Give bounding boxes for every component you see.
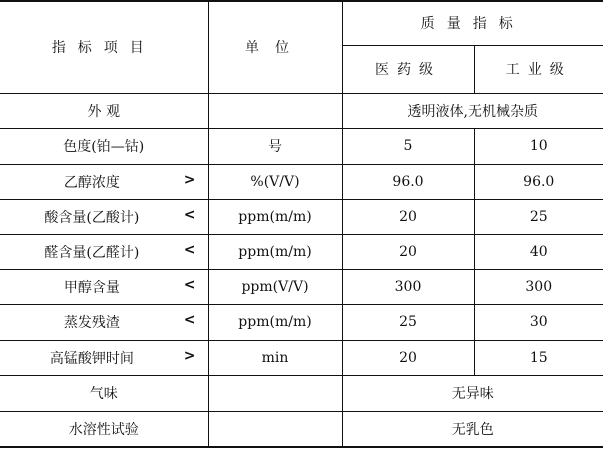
table-row [0,375,603,411]
row-item-name: 甲醇含量 [63,279,120,296]
row-industrial-value: 15 [474,340,603,375]
row-unit: ppm(m/m) [208,304,342,340]
row-item-name: 气味 [89,386,118,402]
row-pharma-value: 20 [342,199,474,234]
header-item: 指标项目 [0,1,208,93]
header-unit: 单位 [208,1,342,93]
row-merged-value: 无乳色 [342,411,603,447]
row-pharma-value: 20 [342,234,474,269]
row-item-name: 酸含量(乙酸计) [44,209,140,226]
table-row [0,164,603,199]
row-item [0,164,208,199]
row-unit: ppm(m/m) [208,199,342,234]
row-industrial-value: 96.0 [474,164,603,199]
row-item [0,340,208,375]
row-unit: %(V/V) [208,164,342,199]
row-unit [208,375,342,411]
table-row [0,269,603,304]
row-item-name: 外 观 [87,103,120,120]
table-row [0,411,603,447]
row-pharma-value: 25 [342,304,474,340]
row-pharma-value: 5 [342,128,474,164]
header-quality: 质量指标 [342,1,603,45]
row-industrial-value: 300 [474,269,603,304]
row-item-name: 乙醇浓度 [63,174,120,191]
row-comparator: < [183,241,196,258]
row-industrial-value: 30 [474,304,603,340]
row-pharma-value: 300 [342,269,474,304]
row-unit: 号 [208,128,342,164]
row-item-name: 水溶性试验 [68,421,139,438]
row-pharma-value: 96.0 [342,164,474,199]
row-merged-value: 无异味 [342,375,603,411]
row-comparator: < [183,312,196,328]
row-item-name: 醛含量(乙醛计) [44,244,140,261]
row-item-name: 蒸发残渣 [63,315,120,331]
table-row [0,340,603,375]
row-item [0,375,208,411]
row-industrial-value: 40 [474,234,603,269]
row-item [0,411,208,447]
header-grade-pharma: 医药级 [342,45,474,93]
table-row [0,199,603,234]
header-row-1 [0,1,603,45]
row-merged-value: 透明液体,无机械杂质 [342,93,603,128]
table-row [0,128,603,164]
row-item [0,128,208,164]
row-unit [208,93,342,128]
row-item-name: 色度(铂—钴) [63,139,145,155]
row-unit [208,411,342,447]
table-row [0,304,603,340]
row-item [0,234,208,269]
row-comparator: > [183,171,196,188]
row-item [0,269,208,304]
row-comparator: < [183,206,196,223]
table-row [0,93,603,128]
row-unit: ppm(V/V) [208,269,342,304]
row-industrial-value: 25 [474,199,603,234]
header-grade-industrial: 工业级 [474,45,603,93]
row-industrial-value: 10 [474,128,603,164]
row-pharma-value: 20 [342,340,474,375]
row-unit: ppm(m/m) [208,234,342,269]
row-item [0,304,208,340]
row-unit: min [208,340,342,375]
row-item [0,93,208,128]
row-comparator: > [183,347,196,364]
row-item-name: 高锰酸钾时间 [49,350,134,367]
row-item [0,199,208,234]
row-comparator: < [183,276,196,293]
table-row [0,234,603,269]
